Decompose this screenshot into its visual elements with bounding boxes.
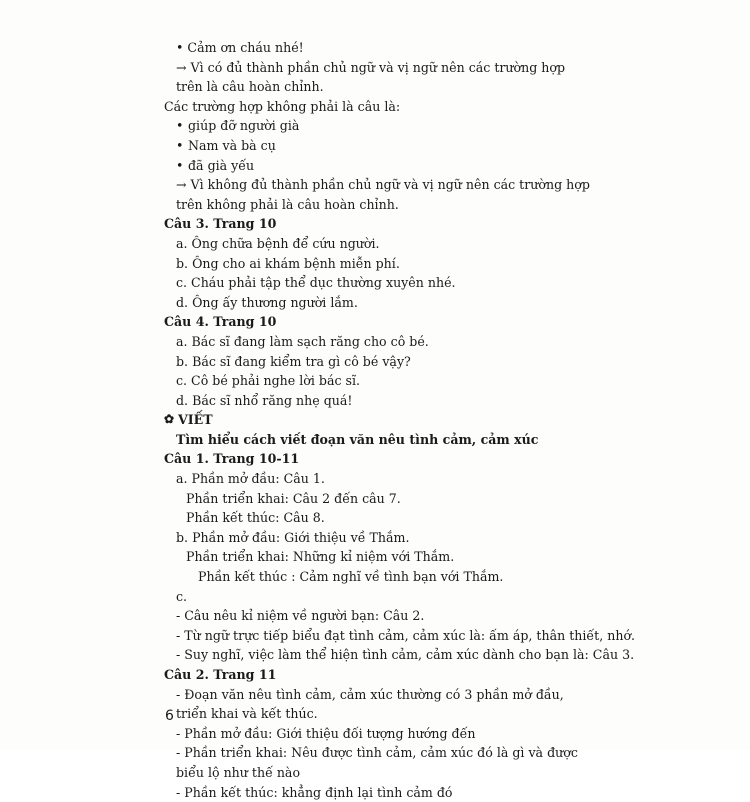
bullet-icon: •	[176, 118, 184, 134]
flower-icon: ✿	[164, 412, 175, 427]
conclusion-complete: → Vì có đủ thành phần chủ ngữ và vị ngữ nên các trường hợp trên là câu hoàn chỉnh.	[176, 59, 566, 95]
answer-line: c.	[176, 588, 188, 604]
list-item: • đã già yếu	[164, 156, 594, 176]
question-heading: Câu 4. Trang 10	[164, 314, 277, 330]
section-subtitle: Tìm hiểu cách viết đoạn văn nêu tình cảm, cảm xúc	[176, 431, 539, 447]
question-heading: Câu 2. Trang 11	[164, 667, 277, 682]
conclusion-incomplete: → Vì không đủ thành phần chủ ngữ và vị ngữ nên các trường hợp trên không phải là câu hoàn chỉnh.	[176, 177, 590, 212]
answer-line: c. Cô bé phải nghe lời bác sĩ.	[176, 373, 361, 389]
answer-line: Phần triển khai: Câu 2 đến câu 7.	[186, 490, 401, 506]
answer-line: - Câu nêu kỉ niệm về người bạn: Câu 2.	[176, 608, 425, 624]
answer-line: b. Bác sĩ đang kiểm tra gì cô bé vậy?	[176, 353, 411, 369]
answer-line: Phần triển khai: Những kỉ niệm với Thắm.	[186, 549, 455, 565]
answer-line: b. Phần mở đầu: Giới thiệu về Thắm.	[176, 529, 410, 545]
answer-line: d. Ông ấy thương người lắm.	[176, 294, 358, 310]
answer-line: - Đoạn văn nêu tình cảm, cảm xúc thường có 3 phần mở đầu, triển khai và kết thúc.	[176, 686, 564, 722]
answer-line: d. Bác sĩ nhổ răng nhẹ quá!	[176, 392, 353, 408]
answer-line: - Phần mở đầu: Giới thiệu đối tượng hướng đến	[176, 725, 476, 741]
answer-line: - Từ ngữ trực tiếp biểu đạt tình cảm, cảm xúc là: ấm áp, thân thiết, nhớ.	[176, 627, 636, 643]
answer-line: a. Bác sĩ đang làm sạch răng cho cô bé.	[176, 333, 429, 349]
question-heading: Câu 1. Trang 10-11	[164, 451, 300, 467]
section-heading: ✿ VIẾT	[164, 410, 594, 430]
answer-line: Phần kết thúc: Câu 8.	[186, 510, 325, 526]
answer-line: b. Ông cho ai khám bệnh miễn phí.	[176, 255, 400, 271]
answer-line: Phần kết thúc : Cảm nghĩ về tình bạn với Thắm.	[198, 569, 504, 585]
list-item: • giúp đỡ người già	[164, 116, 594, 136]
answer-line: a. Phần mở đầu: Câu 1.	[176, 471, 325, 487]
bullet-thanks: • Cảm ơn cháu nhé!	[176, 40, 304, 55]
bullet-icon: •	[176, 137, 184, 153]
answer-line: a. Ông chữa bệnh để cứu người.	[176, 235, 380, 251]
question-heading: Câu 3. Trang 10	[164, 216, 277, 232]
answer-line: c. Cháu phải tập thể dục thường xuyên nhé.	[176, 275, 456, 291]
answer-line: - Suy nghĩ, việc làm thể hiện tình cảm, cảm xúc dành cho bạn là: Câu 3.	[176, 647, 635, 663]
answer-line: - Phần kết thúc: khẳng định lại tình cảm đó	[176, 784, 453, 800]
list-item: • Nam và bà cụ	[164, 136, 594, 156]
page-content	[164, 38, 636, 802]
answer-line: - Phần triển khai: Nêu được tình cảm, cảm xúc đó là gì và được biểu lộ như thế nào	[176, 745, 578, 780]
bullet-icon: •	[176, 157, 184, 173]
page-number: 6	[165, 708, 174, 724]
list-intro: Các trường hợp không phải là câu là:	[164, 98, 401, 114]
